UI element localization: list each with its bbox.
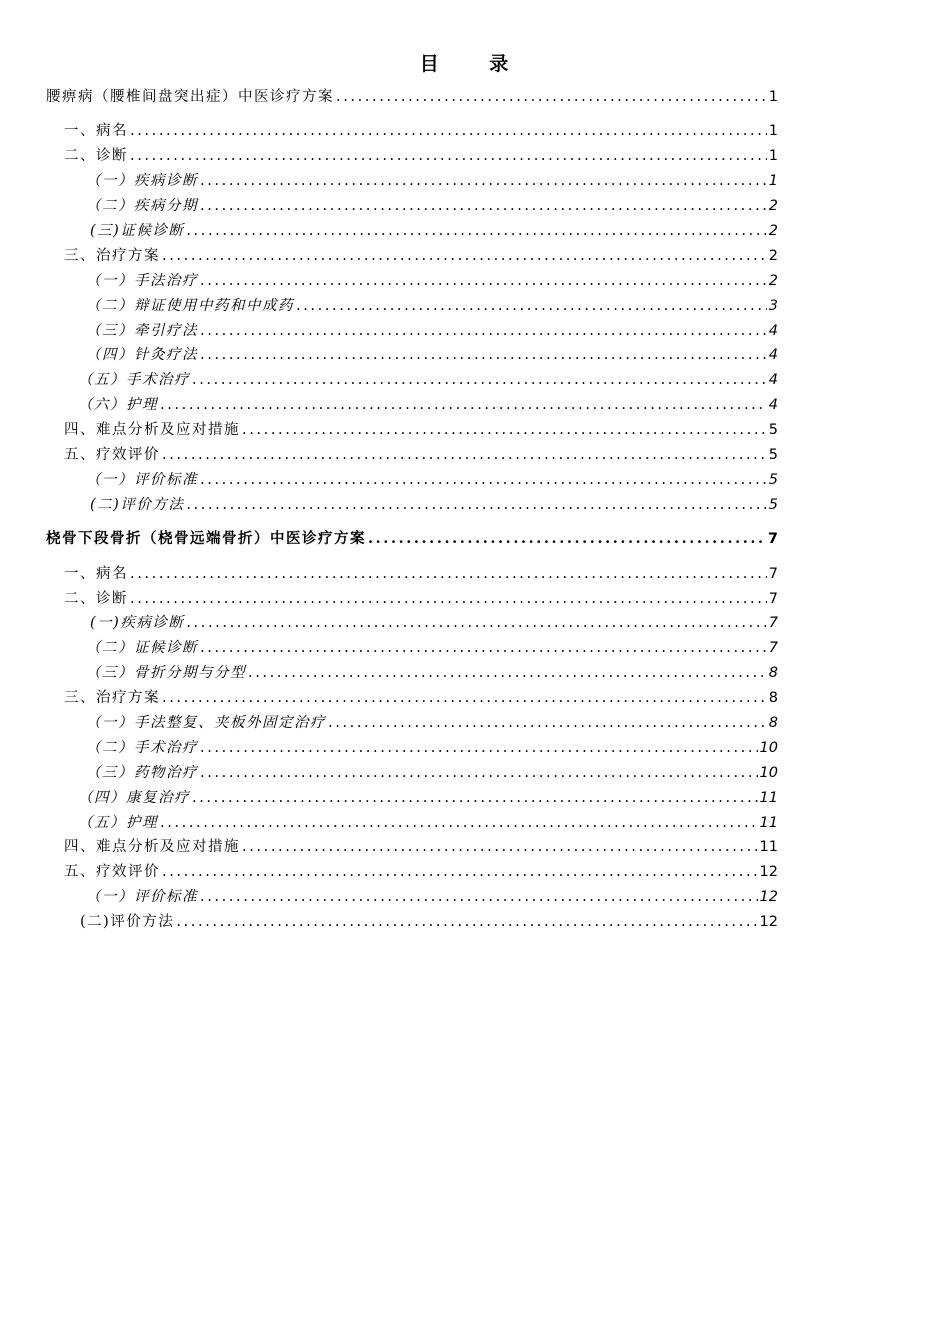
toc-entry-text: 一、病名 (64, 123, 128, 139)
toc-entry-text: (一)疾病诊断 (90, 615, 185, 631)
leader-dots (130, 145, 767, 167)
leader-dots (160, 394, 767, 416)
toc-entry[interactable] (86, 195, 778, 217)
toc-entry[interactable] (86, 270, 778, 292)
toc-entry-page: 2 (768, 248, 778, 264)
leader-dots (160, 812, 758, 834)
leader-dots (200, 195, 767, 217)
toc-title: 目 录 (419, 53, 531, 75)
leader-dots (200, 737, 758, 759)
toc-entry[interactable] (80, 911, 778, 933)
leader-dots (242, 836, 758, 858)
toc-entry-page: 7 (768, 640, 778, 656)
toc-entry-text: （一）评价标准 (86, 472, 198, 488)
toc-entry[interactable] (86, 712, 778, 734)
toc-entry-chapter-1[interactable] (46, 86, 778, 108)
leader-dots (162, 687, 767, 709)
toc-entry-page: 12 (759, 914, 778, 930)
leader-dots (200, 320, 767, 342)
leader-dots (200, 270, 767, 292)
toc-entry-page: 10 (759, 740, 778, 756)
leader-dots (200, 762, 758, 784)
toc-entry-text: 五、疗效评价 (64, 864, 160, 880)
toc-entry-text: （六）护理 (78, 397, 158, 413)
toc-entry[interactable] (64, 145, 778, 167)
toc-entry[interactable] (90, 220, 778, 242)
toc-entry-text: (三)证候诊断 (90, 223, 185, 239)
toc-entry-page: 5 (768, 497, 778, 513)
leader-dots (200, 170, 767, 192)
toc-entry[interactable] (64, 444, 778, 466)
toc-entry[interactable] (78, 369, 778, 391)
leader-dots (200, 469, 767, 491)
toc-entry-text: （四）针灸疗法 (86, 347, 198, 363)
toc-entry-page: 5 (768, 447, 778, 463)
toc-entry[interactable] (86, 762, 778, 784)
toc-entry-page: 7 (768, 566, 778, 582)
toc-entry-page: 11 (759, 790, 778, 806)
leader-dots (186, 220, 766, 242)
toc-entry-page: 7 (767, 531, 778, 547)
toc-entry[interactable] (64, 836, 778, 858)
toc-entry[interactable] (86, 737, 778, 759)
toc-entry-page: 2 (768, 198, 778, 214)
toc-entry-text: （五）护理 (78, 815, 158, 831)
toc-entry-page: 5 (768, 422, 778, 438)
leader-dots (336, 86, 767, 108)
toc-entry[interactable] (86, 469, 778, 491)
toc-entry[interactable] (64, 419, 778, 441)
toc-entry-chapter-2[interactable] (46, 528, 778, 550)
toc-entry-page: 12 (759, 864, 778, 880)
toc-entry-text: （一）手法整复、夹板外固定治疗 (86, 715, 326, 731)
toc-entry-text: 一、病名 (64, 566, 128, 582)
toc-entry-text: 二、诊断 (64, 148, 128, 164)
toc-entry-text: 腰痹病（腰椎间盘突出症）中医诊疗方案 (46, 89, 334, 105)
leader-dots (186, 612, 766, 634)
toc-entry[interactable] (90, 494, 778, 516)
leader-dots (248, 662, 767, 684)
toc-entry-page: 1 (768, 123, 778, 139)
toc-entry-text: 桡骨下段骨折（桡骨远端骨折）中医诊疗方案 (46, 531, 366, 547)
toc-entry[interactable] (90, 612, 778, 634)
toc-entry-page: 4 (768, 347, 778, 363)
toc-entry-text: （三）骨折分期与分型 (86, 665, 246, 681)
leader-dots (192, 369, 767, 391)
toc-entry[interactable] (64, 687, 778, 709)
toc-entry-page: 4 (768, 323, 778, 339)
toc-entry-page: 4 (768, 397, 778, 413)
toc-entry[interactable] (86, 344, 778, 366)
toc-entry-text: （二）手术治疗 (86, 740, 198, 756)
toc-entry-text: (二)评价方法 (90, 497, 185, 513)
toc-entry-text: 三、治疗方案 (64, 690, 160, 706)
leader-dots (130, 120, 767, 142)
toc-entry-page: 10 (759, 765, 778, 781)
leader-dots (176, 911, 757, 933)
toc-entry-text: （二）疾病分期 (86, 198, 198, 214)
leader-dots (162, 245, 767, 267)
toc-entry-page: 2 (768, 223, 778, 239)
toc-entry[interactable] (86, 637, 778, 659)
toc-entry[interactable] (78, 394, 778, 416)
leader-dots (130, 563, 767, 585)
toc-entry-page: 7 (768, 591, 778, 607)
toc-entry-text: 二、诊断 (64, 591, 128, 607)
toc-entry-page: 8 (768, 665, 778, 681)
toc-entry-page: 8 (768, 690, 778, 706)
toc-entry-page: 1 (768, 148, 778, 164)
toc-entry-text: （一）手法治疗 (86, 273, 198, 289)
toc-entry-text: 五、疗效评价 (64, 447, 160, 463)
leader-dots (368, 528, 766, 550)
toc-entry-page: 2 (768, 273, 778, 289)
toc-entry[interactable] (86, 662, 778, 684)
toc-entry[interactable] (78, 812, 778, 834)
toc-entry-text: 四、难点分析及应对措施 (64, 422, 240, 438)
toc-entry-page: 11 (759, 839, 778, 855)
toc-entry-page: 11 (759, 815, 778, 831)
toc-entry-page: 1 (768, 89, 778, 105)
leader-dots (200, 344, 767, 366)
toc-entry[interactable] (86, 320, 778, 342)
toc-entry-text: （四）康复治疗 (78, 790, 190, 806)
leader-dots (296, 295, 767, 317)
toc-entry-page: 8 (768, 715, 778, 731)
toc-entry-text: （二）辩证使用中药和中成药 (86, 298, 294, 314)
leader-dots (186, 494, 766, 516)
toc-entry-page: 3 (768, 298, 778, 314)
leader-dots (200, 886, 758, 908)
toc-entry-text: （一）评价标准 (86, 889, 198, 905)
toc-entry[interactable] (64, 245, 778, 267)
leader-dots (130, 588, 767, 610)
toc-entry[interactable] (86, 886, 778, 908)
toc-entry-page: 7 (768, 615, 778, 631)
toc-entry-text: （五）手术治疗 (78, 372, 190, 388)
toc-entry[interactable] (64, 563, 778, 585)
toc-entry-text: 三、治疗方案 (64, 248, 160, 264)
leader-dots (192, 787, 758, 809)
toc-entry[interactable] (64, 861, 778, 883)
toc-entry-page: 5 (768, 472, 778, 488)
toc-entry[interactable] (86, 170, 778, 192)
toc-entry-text: 四、难点分析及应对措施 (64, 839, 240, 855)
toc-entry[interactable] (78, 787, 778, 809)
toc-entry[interactable] (64, 588, 778, 610)
toc-entry-text: （三）牵引疗法 (86, 323, 198, 339)
leader-dots (162, 861, 758, 883)
toc-entry-page: 1 (768, 173, 778, 189)
leader-dots (328, 712, 767, 734)
toc-entry-text: （二）证候诊断 (86, 640, 198, 656)
toc-entry-text: （三）药物治疗 (86, 765, 198, 781)
toc-entry[interactable] (64, 120, 778, 142)
leader-dots (200, 637, 767, 659)
toc-entry-page: 4 (768, 372, 778, 388)
toc-entry[interactable] (86, 295, 778, 317)
leader-dots (242, 419, 767, 441)
toc-entry-text: （一）疾病诊断 (86, 173, 198, 189)
toc-entry-page: 12 (759, 889, 778, 905)
toc-entry-text: (二)评价方法 (80, 914, 175, 930)
leader-dots (162, 444, 767, 466)
